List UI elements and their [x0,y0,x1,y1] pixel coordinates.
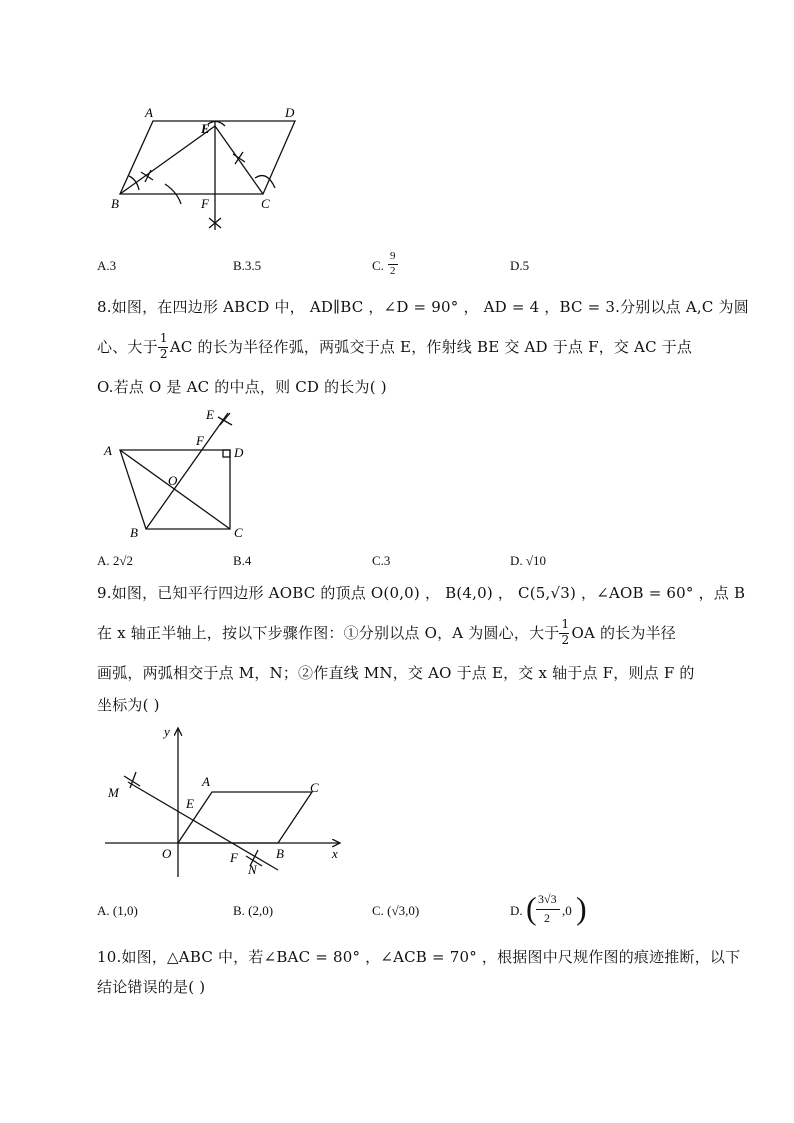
right-paren: ) [576,890,587,926]
figure-q9 [100,722,360,882]
q9-frac-num: 1 [561,617,570,631]
q7-option-a: A.3 [97,258,117,273]
label-c: C [261,196,270,211]
label-c: C [234,525,243,540]
diagonal-ac [120,450,230,529]
q9-fraction [559,617,571,647]
q8-option-d: D. √10 [510,553,547,568]
q8-frac-num: 1 [159,331,168,345]
q8-line-2b: AC 的长为半径作弧，两弧交于点 E，作射线 BE 交 AD 于点 F，交 AC 于点 [169,338,693,356]
arc-b [129,176,139,190]
label-e: E [201,121,210,136]
figure-q8 [100,405,260,545]
q9-option-d-prefix: D. [510,903,523,918]
line-mn [128,782,278,870]
label-a: A [202,774,210,789]
q9-line-2a: 在 x 轴正半轴上，按以下步骤作图：①分别以点 O，A 为圆心，大于 [97,624,560,642]
label-n: N [248,862,257,877]
label-f: F [196,433,204,448]
label-m: M [108,785,119,800]
q8-fraction [158,331,170,361]
q8-line-2a: 心、大于 [97,338,158,356]
left-paren: ( [526,890,537,926]
q9-line-3: 画弧，两弧相交于点 M，N；②作直线 MN，交 AO 于点 E，交 x 轴于点 F，则点 F 的 [97,664,695,682]
label-e: E [186,796,194,811]
label-d: D [285,105,295,120]
segment-be [120,126,215,194]
label-f: F [230,850,238,865]
label-a: A [145,105,153,120]
q8-option-c: C.3 [372,553,391,568]
label-f: F [201,196,209,211]
q8-option-b: B.4 [233,553,252,568]
segment-ec [215,126,263,194]
cross-mark-m [124,772,140,788]
fraction-bar [536,909,560,910]
q9-line-2b: OA 的长为半径 [571,624,676,642]
q9-option-d-num: 3√3 [538,892,557,906]
q9-option-d-suffix: ,0 [562,903,572,918]
q10-line-2: 结论错误的是( ) [97,978,206,996]
label-o: O [168,473,178,488]
q10-line-1: 10.如图，△ABC 中，若∠BAC = 80° ，∠ACB = 70° ，根据图中尺规作图的痕迹推断，以下 [97,948,741,966]
label-o: O [162,846,172,861]
q9-line-1: 9.如图，已知平行四边形 AOBC 的顶点 O(0,0) ， B(4,0) ， C(5,√3) ，∠AOB = 60° ，点 B [97,584,746,602]
q8-option-a: A. 2√2 [97,553,134,568]
ray-be [146,413,228,529]
arc-top [208,121,225,126]
figure-q7 [105,100,315,245]
q8-line-3: O.若点 O 是 AC 的中点，则 CD 的长为( ) [97,378,387,396]
label-d: D [234,445,244,460]
q7-option-c-prefix: C. [372,258,384,273]
label-b: B [130,525,138,540]
label-b: B [276,846,284,861]
q9-option-a: A. (1,0) [97,903,138,918]
q9-frac-den: 2 [561,633,570,647]
q8-line-1: 8.如图，在四边形 ABCD 中， AD∥BC ，∠D = 90° ， AD = 4 ，BC = 3.分别以点 A,C 为圆 [97,298,749,316]
parallelogram-aobc [178,792,312,843]
q9-option-d [510,890,590,932]
q8-line-2 [97,331,693,361]
q9-option-c: C. (√3,0) [372,903,420,918]
q9-line-4: 坐标为( ) [97,696,160,714]
right-angle-d [223,450,230,457]
q7-option-c-den: 2 [390,265,396,277]
label-c: C [310,780,319,795]
q9-option-d-den: 2 [544,911,550,925]
q7-option-d: D.5 [510,258,530,273]
label-y: y [164,724,170,739]
q8-frac-den: 2 [159,347,168,361]
q7-option-b: B.3.5 [233,258,262,273]
label-x: x [332,846,338,861]
q9-option-b: B. (2,0) [233,903,274,918]
q9-line-2 [97,617,676,647]
label-e: E [206,407,214,422]
label-a: A [104,443,112,458]
q7-option-c-num: 9 [390,250,396,262]
label-b: B [111,196,119,211]
